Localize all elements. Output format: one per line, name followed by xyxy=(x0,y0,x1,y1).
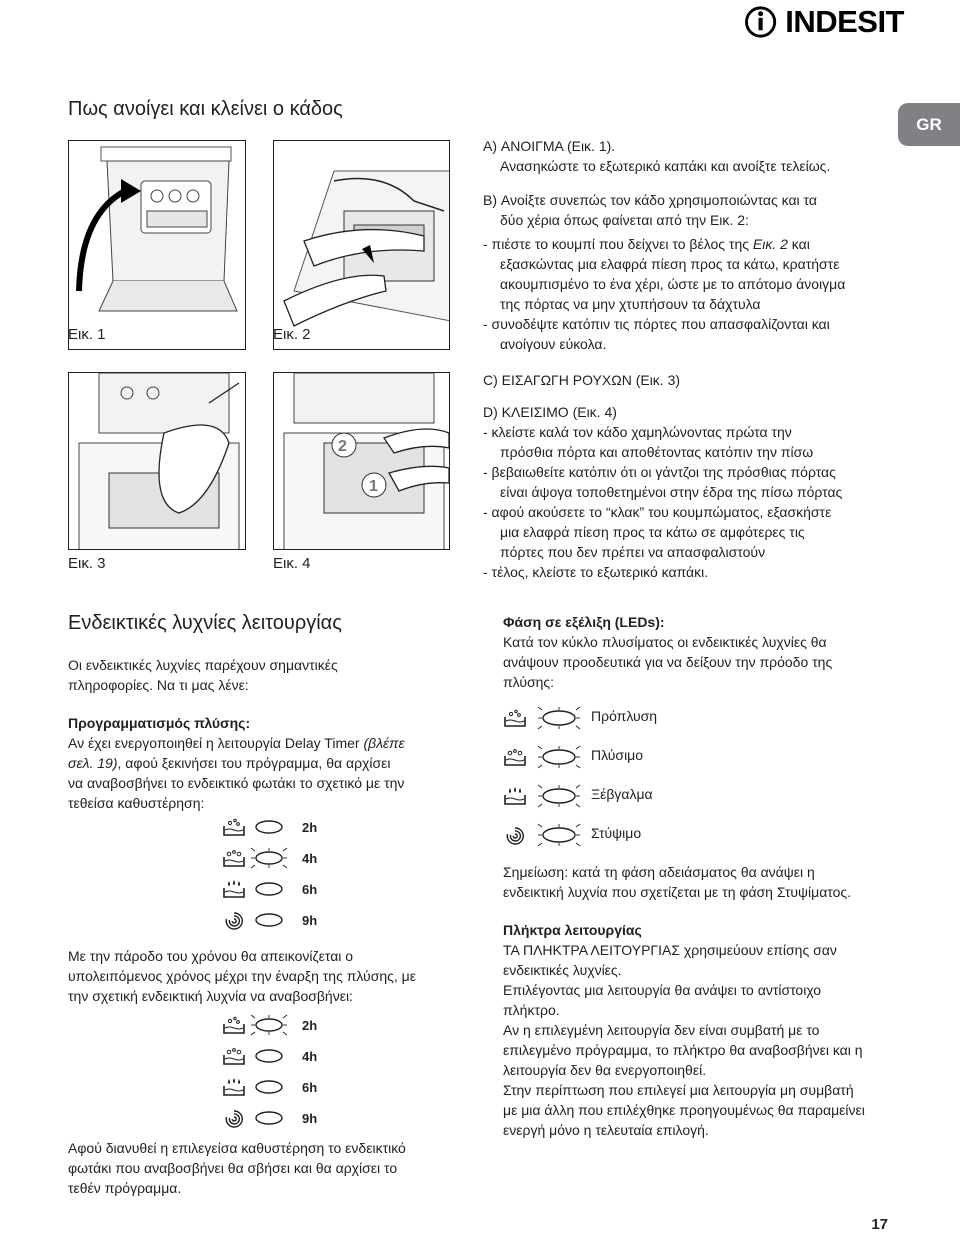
figure-2-label: Εικ. 2 xyxy=(273,326,311,343)
rinse-icon xyxy=(503,786,527,806)
remaining-line-2: υπολειπόμενος χρόνος μέχρι την έναρξη της πλύσης, με xyxy=(68,968,416,984)
function-keys-line: ενεργή μόνο η τελευταία επιλογή. xyxy=(503,1122,709,1138)
delay-led-row xyxy=(222,816,317,838)
figure-3-label: Εικ. 3 xyxy=(68,555,106,572)
phase-led-row xyxy=(503,745,581,769)
remaining-line-3: την σχετική ενδεικτική λυχνία να αναβοσβήνει: xyxy=(68,988,353,1004)
delay-led-indicator xyxy=(250,878,288,900)
page-reference: σελ. 19) xyxy=(68,755,118,771)
delay-led-row xyxy=(222,878,317,900)
step-b-item-1-line-2: εξασκώντας μια ελαφρά πίεση προς τα κάτω, κρατήστε xyxy=(500,256,840,272)
step-a-title: A) ΑΝΟΙΓΜΑ (Εικ. 1). xyxy=(483,138,616,154)
rinse-icon xyxy=(222,1077,246,1097)
delay-label: 2h xyxy=(302,1017,318,1033)
svg-text:2: 2 xyxy=(338,438,347,455)
step-b-title-1: B) Ανοίξτε συνεπώς τον κάδο χρησιμοποιώντας και τα xyxy=(483,192,817,208)
step-d-line-2: πρόσθια πόρτα και αποθέτοντας κατόπιν την πίσω xyxy=(500,444,814,460)
wash-icon xyxy=(222,848,246,868)
intro-line-2: πληροφορίες. Να τι μας λένε: xyxy=(68,677,249,693)
delay-led-row xyxy=(222,1045,317,1067)
step-d-line-7: πόρτες που δεν πρέπει να απασφαλιστούν xyxy=(500,544,766,560)
function-keys-text xyxy=(503,920,903,1140)
delay-led-indicator xyxy=(250,1076,288,1098)
step-a-text: Ανασηκώστε το εξωτερικό καπάκι και ανοίξτε τελείως. xyxy=(500,158,831,174)
figure-1-label: Εικ. 1 xyxy=(68,326,106,343)
section-title-indicators: Ενδεικτικές λυχνίες λειτουργίας xyxy=(68,612,342,634)
step-b-item-2-line-2: ανοίγουν εύκολα. xyxy=(500,336,607,352)
step-b-title-2: δύο χέρια όπως φαίνεται από την Εικ. 2: xyxy=(500,212,749,228)
function-keys-title: Πλήκτρα λειτουργίας xyxy=(503,922,642,938)
loading-laundry-illustration xyxy=(69,373,246,550)
phase-led-row xyxy=(503,784,581,808)
see-reference: (βλέπε xyxy=(363,735,405,751)
step-d-line-1: - κλείστε καλά τον κάδο χαμηλώνοντας πρώτα την xyxy=(483,424,792,440)
note-line-1: Σημείωση: κατά τη φάση αδειάσματος θα ανάψει η xyxy=(503,864,815,880)
delay-label: 6h xyxy=(302,881,318,897)
function-keys-lines xyxy=(503,940,903,1140)
phase-label: Πλύσιμο xyxy=(591,747,644,763)
function-keys-line: Αν η επιλεγμένη λειτουργία δεν είναι συμβατή με το xyxy=(503,1022,820,1038)
step-d-line-8: - τέλος, κλείστε το εξωτερικό καπάκι. xyxy=(483,564,709,580)
phase-label: Ξέβγαλμα xyxy=(591,786,653,802)
step-b-item-1 xyxy=(483,234,903,254)
phase-description xyxy=(503,612,903,692)
figure-1 xyxy=(68,140,246,350)
delay-end-line-2: φωτάκι που αναβοσβήνει θα σβήσει και θα αρχίσει το xyxy=(68,1160,398,1176)
indicators-intro xyxy=(68,655,458,813)
delay-label: 9h xyxy=(302,912,318,928)
delay-led-row xyxy=(222,1076,317,1098)
brand-name: INDESIT xyxy=(785,4,904,39)
delay-led-indicator xyxy=(250,847,288,869)
phase-led-indicator xyxy=(537,745,581,769)
delay-label: 4h xyxy=(302,850,318,866)
delay-led-row xyxy=(222,847,317,869)
function-keys-line: πλήκτρο. xyxy=(503,1002,560,1018)
delay-label: 9h xyxy=(302,1110,318,1126)
delay-end-text xyxy=(68,1138,458,1198)
delay-led-indicator xyxy=(250,1107,288,1129)
phase-led-indicator xyxy=(537,784,581,808)
section-title-drum: Πως ανοίγει και κλείνει ο κάδος xyxy=(68,98,343,120)
phase-led-row xyxy=(503,706,581,730)
delay-led-indicator xyxy=(250,909,288,931)
brand-header xyxy=(0,0,960,56)
rinse-icon xyxy=(222,879,246,899)
wash-icon xyxy=(222,1046,246,1066)
programming-line-3: να αναβοσβήνει το ενδεικτικό φωτάκι το σχετικό με την xyxy=(68,775,405,791)
delay-label: 6h xyxy=(302,1079,318,1095)
function-keys-line: Στην περίπτωση που επιλεγεί μια λειτουργία μη συμβατή xyxy=(503,1082,854,1098)
function-keys-line: ενδεικτικές λυχνίες. xyxy=(503,962,622,978)
step-b-item-2: - συνοδέψτε κατόπιν τις πόρτες που απασφαλίζονται και xyxy=(483,316,830,332)
remaining-time-text xyxy=(68,946,458,1006)
prewash-icon xyxy=(222,1015,246,1035)
indesit-logo xyxy=(744,2,904,42)
closing-drum-illustration xyxy=(274,373,450,550)
figure-3 xyxy=(68,372,246,550)
page-number: 17 xyxy=(871,1216,888,1233)
prewash-icon xyxy=(503,708,527,728)
delay-led-indicator xyxy=(250,1045,288,1067)
function-keys-line: Επιλέγοντας μια λειτουργία θα ανάψει το αντίστοιχο xyxy=(503,982,822,998)
remaining-line-1: Με την πάροδο του χρόνου θα απεικονίζεται ο xyxy=(68,948,354,964)
delay-end-line-3: τεθέν πρόγραμμα. xyxy=(68,1180,182,1196)
spin-icon xyxy=(503,825,527,845)
note-text xyxy=(503,862,903,902)
phase-led-indicator xyxy=(537,706,581,730)
spin-icon xyxy=(222,1108,246,1128)
phase-led-row xyxy=(503,823,581,847)
indesit-logo-icon xyxy=(744,3,777,41)
programming-title: Προγραμματισμός πλύσης: xyxy=(68,715,251,731)
function-keys-line: επιλεγμένο πρόγραμμα, το πλήκτρο θα αναβοσβήνει και η xyxy=(503,1042,863,1058)
programming-line-1-text: Αν έχει ενεργοποιηθεί η λειτουργία Delay Timer xyxy=(68,735,364,751)
step-d-line-3: - βεβαιωθείτε κατόπιν ότι οι γάντζοι της πρόσθιας πόρτας xyxy=(483,464,836,480)
svg-text:1: 1 xyxy=(369,478,378,495)
figure-4 xyxy=(273,372,450,550)
delay-led-row xyxy=(222,909,317,931)
step-d-line-6: μια ελαφρά πίεση προς τα κάτω σε αμφότερες τις xyxy=(500,524,805,540)
delay-label: 2h xyxy=(302,819,318,835)
delay-label: 4h xyxy=(302,1048,318,1064)
step-b-item-1-end: και xyxy=(787,236,810,252)
delay-led-indicator xyxy=(250,1014,288,1036)
phase-line-2: ανάψουν προοδευτικά για να δείξουν την πρόοδο της xyxy=(503,654,833,670)
prewash-icon xyxy=(222,817,246,837)
delay-led-row xyxy=(222,1107,317,1129)
step-b-item-1-line-4: της πόρτας να μην χτυπήσουν τα δάχτυλα xyxy=(500,296,761,312)
phase-led-indicator xyxy=(537,823,581,847)
function-keys-line: λειτουργία δεν θα ενεργοποιηθεί. xyxy=(503,1062,707,1078)
intro-line-1: Οι ενδεικτικές λυχνίες παρέχουν σημαντικές xyxy=(68,657,338,673)
phase-label: Πρόπλυση xyxy=(591,708,658,724)
phase-line-1: Κατά τον κύκλο πλυσίματος οι ενδεικτικές λυχνίες θα xyxy=(503,634,827,650)
opening-instructions xyxy=(483,136,903,582)
function-keys-line: ΤΑ ΠΛΗΚΤΡΑ ΛΕΙΤΟΥΡΓΙΑΣ χρησιμεύουν επίσης σαν xyxy=(503,942,837,958)
washer-open-lid-illustration xyxy=(69,141,246,350)
programming-line-1 xyxy=(68,733,458,753)
phase-label: Στύψιμο xyxy=(591,825,642,841)
delay-led-row xyxy=(222,1014,317,1036)
figure-2 xyxy=(273,140,450,350)
note-line-2: ενδεικτική λυχνία που σχετίζεται με τη φάση Στυψίματος. xyxy=(503,884,852,900)
hands-opening-drum-illustration xyxy=(274,141,450,350)
step-d-line-4: είναι άψογα τοποθετημένοι στην έδρα της πίσω πόρτας xyxy=(500,484,843,500)
step-d-line-5: - αφού ακούσετε το “κλακ” του κουμπώματος, εξασκήστε xyxy=(483,504,832,520)
phase-line-3: πλύσης: xyxy=(503,674,555,690)
figure-4-label: Εικ. 4 xyxy=(273,555,311,572)
wash-icon xyxy=(503,747,527,767)
function-keys-line: με μια άλλη που επιλέχθηκε προηγουμένως θα παραμείνει xyxy=(503,1102,865,1118)
step-b-item-1-line-3: ακουμπισμένο το ένα χέρι, ώστε με το απότομο άνοιγμα xyxy=(500,276,846,292)
programming-line-2 xyxy=(68,753,458,773)
step-c-title: C) ΕΙΣΑΓΩΓΗ ΡΟΥΧΩΝ (Εικ. 3) xyxy=(483,372,681,388)
language-tab: GR xyxy=(898,103,960,146)
phase-title: Φάση σε εξέλιξη (LEDs): xyxy=(503,614,665,630)
delay-end-line-1: Αφού διανυθεί η επιλεγείσα καθυστέρηση το ενδεικτικό xyxy=(68,1140,406,1156)
fig-2-reference: Εικ. 2 xyxy=(752,236,788,252)
step-d-title: D) ΚΛΕΙΣΙΜΟ (Εικ. 4) xyxy=(483,404,617,420)
programming-line-2-text: , αφού ξεκινήσει του πρόγραμμα, θα αρχίσει xyxy=(117,755,391,771)
programming-line-4: τεθείσα καθυστέρηση: xyxy=(68,795,205,811)
step-b-item-1-text: - πιέστε το κουμπί που δείχνει το βέλος της xyxy=(483,236,753,252)
delay-led-indicator xyxy=(250,816,288,838)
spin-icon xyxy=(222,910,246,930)
